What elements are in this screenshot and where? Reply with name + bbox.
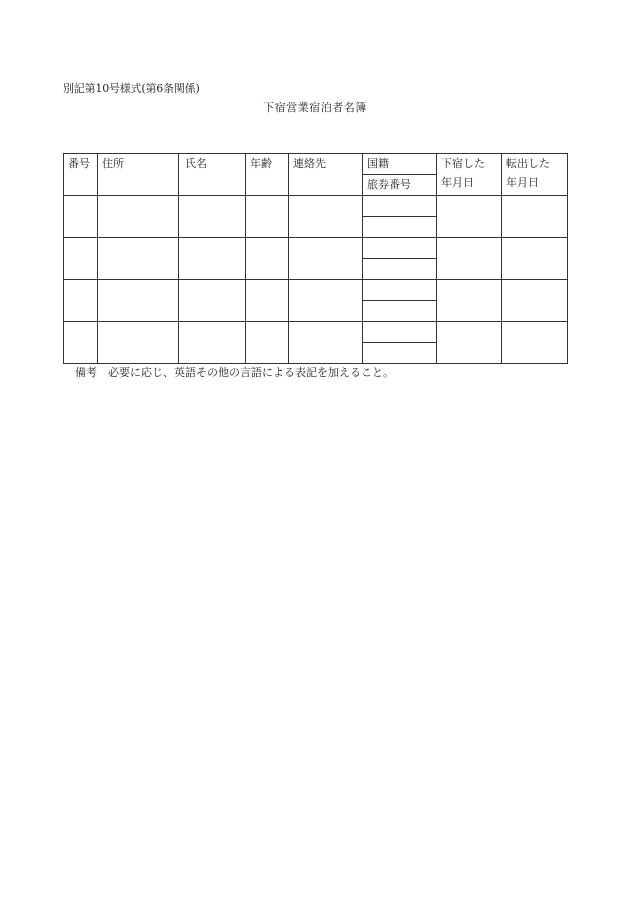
remarks (75, 364, 394, 380)
cell-nationality[interactable] (363, 280, 437, 301)
cell-contact[interactable] (289, 238, 363, 280)
table-row (64, 280, 568, 301)
form-label: 別記第10号様式(第6条関係) (63, 82, 200, 95)
cell-number[interactable] (64, 280, 98, 322)
cell-contact[interactable] (289, 196, 363, 238)
cell-lodged-date[interactable] (437, 322, 502, 364)
cell-nationality[interactable] (363, 238, 437, 259)
cell-name[interactable] (179, 196, 246, 238)
cell-contact[interactable] (289, 280, 363, 322)
table-row (64, 196, 568, 217)
table-row (64, 322, 568, 343)
header-contact: 連絡先 (289, 154, 363, 196)
remarks-text: 必要に応じ、英語その他の言語による表記を加えること。 (108, 366, 394, 379)
cell-age[interactable] (246, 322, 289, 364)
cell-moved-date[interactable] (502, 196, 568, 238)
cell-address[interactable] (98, 280, 179, 322)
document-title: 下宿営業宿泊者名簿 (263, 101, 367, 114)
cell-nationality[interactable] (363, 322, 437, 343)
cell-nationality[interactable] (363, 196, 437, 217)
header-moved-line1: 転出した (506, 157, 550, 170)
cell-name[interactable] (179, 280, 246, 322)
cell-address[interactable] (98, 196, 179, 238)
header-name: 氏名 (179, 154, 246, 196)
cell-lodged-date[interactable] (437, 280, 502, 322)
header-lodged-line2: 年月日 (441, 176, 474, 189)
cell-passport[interactable] (363, 343, 437, 364)
header-moved-date (502, 154, 568, 196)
cell-address[interactable] (98, 322, 179, 364)
table-row (64, 238, 568, 259)
cell-moved-date[interactable] (502, 280, 568, 322)
cell-lodged-date[interactable] (437, 238, 502, 280)
cell-age[interactable] (246, 238, 289, 280)
cell-number[interactable] (64, 322, 98, 364)
header-passport: 旅券番号 (363, 175, 437, 196)
cell-passport[interactable] (363, 217, 437, 238)
header-age: 年齢 (246, 154, 289, 196)
cell-moved-date[interactable] (502, 238, 568, 280)
header-lodged-date (437, 154, 502, 196)
header-number: 番号 (64, 154, 98, 196)
cell-name[interactable] (179, 322, 246, 364)
cell-passport[interactable] (363, 259, 437, 280)
header-row (64, 154, 568, 175)
cell-number[interactable] (64, 238, 98, 280)
cell-passport[interactable] (363, 301, 437, 322)
lodger-register-table (63, 153, 568, 364)
header-address: 住所 (98, 154, 179, 196)
header-lodged-line1: 下宿した (441, 157, 485, 170)
header-moved-line2: 年月日 (506, 176, 539, 189)
cell-contact[interactable] (289, 322, 363, 364)
header-nationality: 国籍 (363, 154, 437, 175)
cell-lodged-date[interactable] (437, 196, 502, 238)
cell-moved-date[interactable] (502, 322, 568, 364)
remarks-heading: 備考 (75, 366, 97, 379)
cell-age[interactable] (246, 196, 289, 238)
cell-address[interactable] (98, 238, 179, 280)
cell-number[interactable] (64, 196, 98, 238)
cell-age[interactable] (246, 280, 289, 322)
cell-name[interactable] (179, 238, 246, 280)
